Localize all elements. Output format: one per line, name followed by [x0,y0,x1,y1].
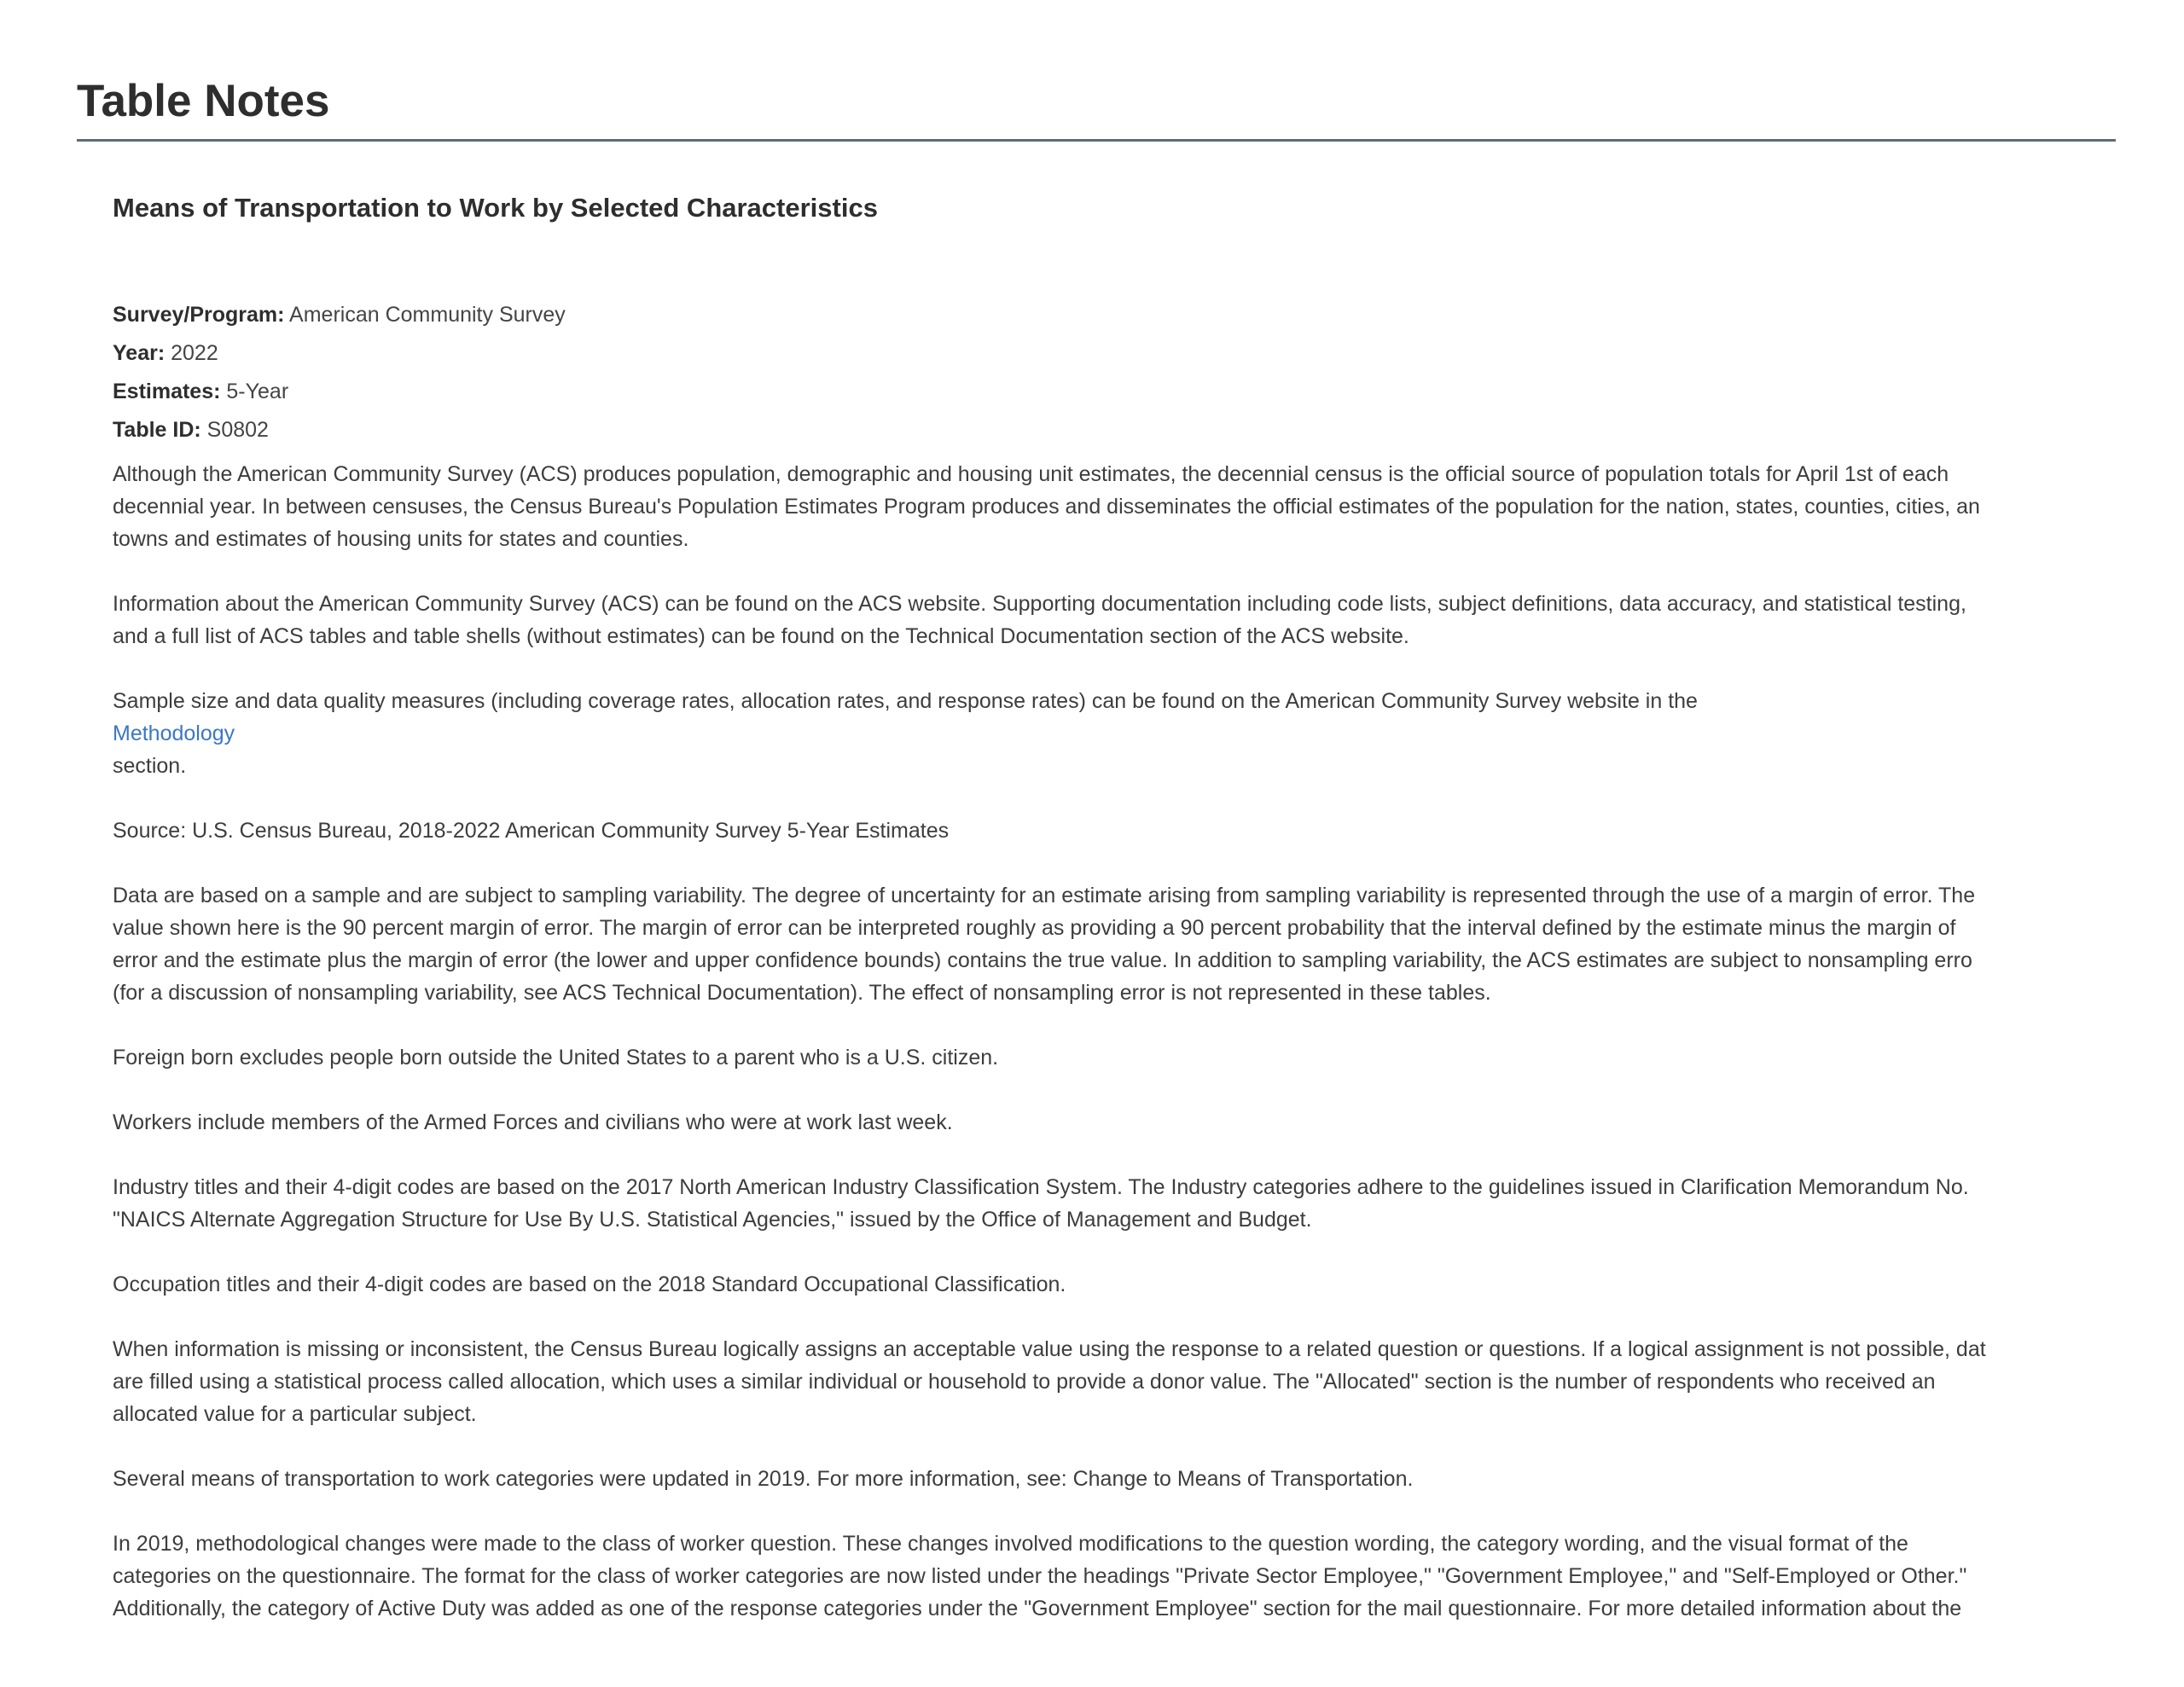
note-margin-of-error: Data are based on a sample and are subject to sampling variability. The degree of uncertainty for an estimate arising from sampling variability is represented through the use of a margin of error. The value shown here is the 90 percent margin of error. The margin of error can be interpreted roughly as providing a 90 percent probability that the interval defined by the estimate minus the margin of error and the estimate plus the margin of error (the lower and upper confidence bounds) contains the true value. In addition to sampling variability, the ACS estimates are subject to nonsampling erro (for a discussion of nonsampling variability, see ACS Technical Documentation). The effect of nonsampling error is not represented in these tables. [113,884,1976,1005]
meta-table-id [113,417,2116,443]
note-source: Source: U.S. Census Bureau, 2018-2022 American Community Survey 5-Year Estimates [113,819,950,843]
note-means-of-transportation: Several means of transportation to work categories were updated in 2019. For more information, see: Change to Means of Transportation. [113,1467,1414,1491]
title-divider [77,139,2116,142]
note-industry-titles: Industry titles and their 4-digit codes are based on the 2017 North American Industry Classification System. The Industry categories adhere to the guidelines issued in Clarification Memorandum No. "NAICS Alternate Aggregation Structure for Use By U.S. Statistical Agencies," issued by the Office of Management and Budget. [113,1175,1969,1232]
note-acs-information: Information about the American Community Survey (ACS) can be found on the ACS website. Supporting documentation including code lists, subject definitions, data accuracy, and statistical testing, and a full list of ACS tables and table shells (without estimates) can be found on the Technical Documentation section of the ACS website. [113,592,1966,648]
meta-value: American Community Survey [289,303,566,327]
notes-list [113,458,2116,1625]
note-workers: Workers include members of the Armed Forces and civilians who were at work last week. [113,1110,953,1134]
table-metadata [113,302,2116,443]
meta-value: 2022 [171,341,218,365]
note-text: Sample size and data quality measures (including coverage rates, allocation rates, and response rates) can be found on the American Community Survey website in the [113,689,1698,713]
methodology-link[interactable]: Methodology [113,722,235,745]
note-class-of-worker: In 2019, methodological changes were made to the class of worker question. These changes involved modifications to the question wording, the category wording, and the visual format of the categories on the questionnaire. The format for the class of worker categories are now listed under the headings "Private Sector Employee," "Government Employee," and "Self-Employed or Other." Additionally, the category of Active Duty was added as one of the response categories under the "Government Employee" section for the mail questionnaire. For more detailed information about the [113,1532,1967,1620]
note-foreign-born: Foreign born excludes people born outside the United States to a parent who is a U.S. citizen. [113,1046,999,1070]
meta-survey-program [113,302,2116,328]
note-text: section. [113,754,187,778]
meta-label: Survey/Program: [113,303,285,327]
note-occupation-titles: Occupation titles and their 4-digit codes are based on the 2018 Standard Occupational Classification. [113,1272,1066,1296]
meta-label: Table ID: [113,418,201,442]
meta-value: 5-Year [226,380,289,403]
page-title: Table Notes [77,76,330,126]
meta-label: Estimates: [113,380,221,403]
table-notes-content [113,189,2116,1657]
meta-year [113,340,2116,366]
note-allocation: When information is missing or inconsistent, the Census Bureau logically assigns an acceptable value using the response to a related question or questions. If a logical assignment is not possible, dat are filled using a statistical process called allocation, which uses a similar individual or household to provide a donor value. The "Allocated" section is the number of respondents who received an allocated value for a particular subject. [113,1337,1986,1426]
note-sample-size [113,685,2116,782]
note-acs-population: Although the American Community Survey (ACS) produces population, demographic and housing unit estimates, the decennial census is the official source of population totals for April 1st of each decennial year. In between censuses, the Census Bureau's Population Estimates Program produces and disseminates the official estimates of the population for the nation, states, counties, cities, an towns and estimates of housing units for states and counties. [113,462,1980,551]
meta-estimates [113,379,2116,404]
meta-value: S0802 [206,418,269,442]
table-name: Means of Transportation to Work by Selected Characteristics [113,193,878,223]
meta-label: Year: [113,341,166,365]
